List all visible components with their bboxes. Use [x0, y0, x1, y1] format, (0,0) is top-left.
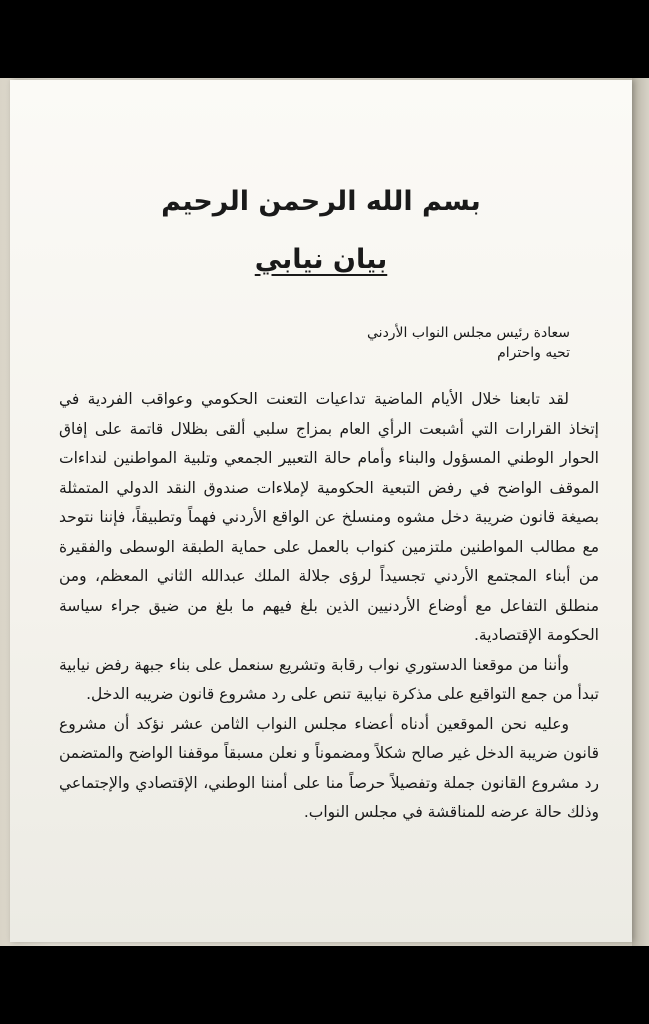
addressee-block	[367, 323, 570, 363]
statement-title: بيان نيابي	[254, 244, 388, 275]
addressee-line: سعادة رئيس مجلس النواب الأردني	[367, 325, 570, 341]
body-paragraph-3: وعليه نحن الموقعين أدناه أعضاء مجلس النواب الثامن عشر نؤكد أن مشروع قانون ضريبة الدخل غير صالح شكلاً ومضموناً و نعلن مسبقاً موقفنا الواضح والمتضمن رد مشروع القانون جملة وتفصيلاً حرصاً منا على أمننا الوطني، الإقتصادي والإجتماعي وذلك حالة عرضه للمناقشة في مجلس النواب.	[59, 714, 599, 821]
statement-body	[59, 385, 599, 828]
greeting-line: تحيه واحترام	[497, 345, 570, 361]
basmala-heading: بسم الله الرحمن الرحيم	[161, 186, 481, 217]
body-paragraph-1: لقد تابعنا خلال الأيام الماضية تداعيات التعنت الحكومي وعواقب الفردية في إتخاذ القرارات التي أشبعت الرأي العام بمزاج سلبي ألقى بظلال قاتمة على إفاق الحوار الوطني المسؤول والبناء وأمام حالة التعبير الجمعي وتلبية المواطنين لنداءات الموقف الواضح في رفض التبعية الحكومية لإملاءات صندوق النقد الدولي المتمثلة بصيغة قانون ضريبة دخل مشوه ومنسلخ عن الواقع الأردني فهماً وتطبيقاً، فإننا نتوحد مع مطالب المواطنين ملتزمين كنواب بالعمل على حماية الطبقة الوسطى والفقيرة من أبناء المجتمع الأردني تجسيداً لرؤى جلالة الملك عبدالله الثاني المعظم، ومن منطلق التفاعل مع أوضاع الأردنيين الذين بلغ فيهم ما بلغ من ضيق جراء سياسة الحكومة الإقتصادية.	[59, 390, 599, 644]
document-page	[10, 80, 632, 942]
body-paragraph-2: وأننا من موقعنا الدستوري نواب رقابة وتشريع سنعمل على بناء جبهة رفض نيابية تبدأ من جمع التواقيع على مذكرة نيابية تنص على رد مشروع قانون ضريبه الدخل.	[59, 655, 599, 703]
paper-edge-shadow	[632, 78, 649, 946]
